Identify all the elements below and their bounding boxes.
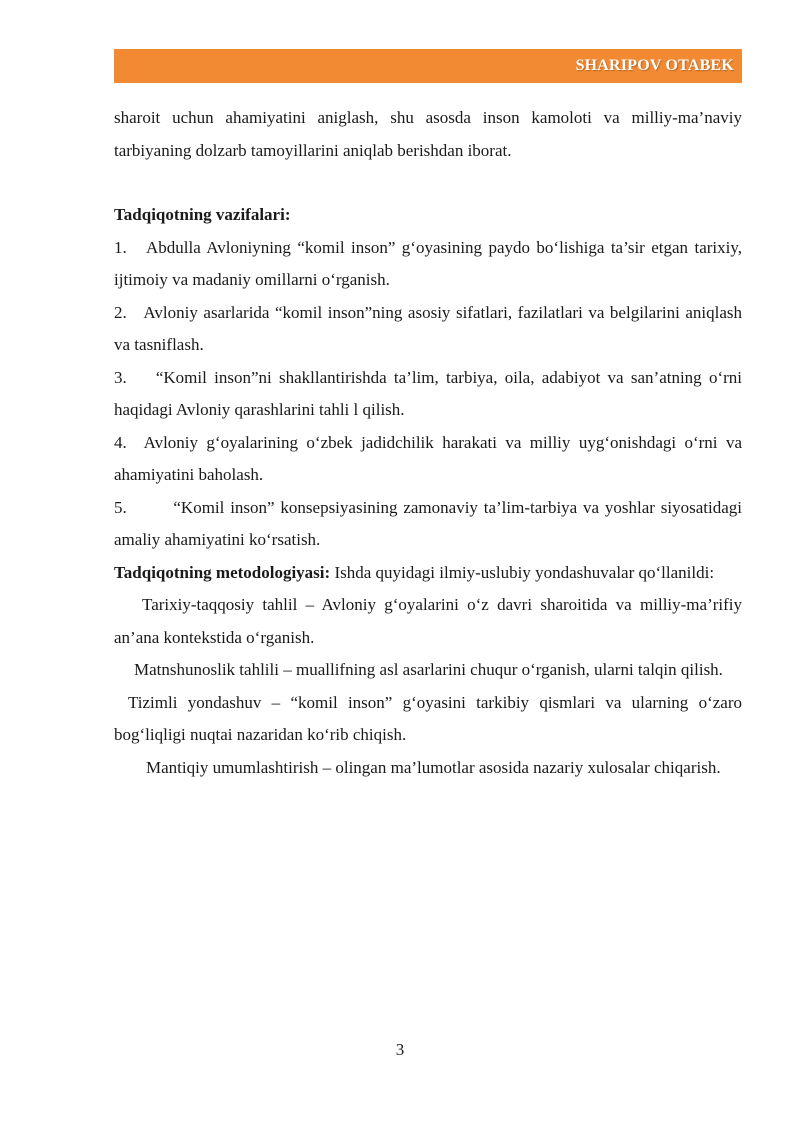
methodology-heading: Tadqiqotning metodologiyasi: [114, 562, 331, 582]
task-item-1 [114, 232, 742, 297]
method-item-2: Matnshunoslik tahlili – muallifning asl asarlarini chuqur o‘rganish, ularni talqin qilish. [134, 660, 723, 679]
task-text: “Komil inson”ni shakllantirishda ta’lim, tarbiya, oila, adabiyot va san’atning o‘rni haqidagi Avloniy qarashlarini tahli l qilish. [114, 367, 743, 419]
task-item-4 [114, 427, 742, 492]
header-bar [114, 49, 742, 83]
method-item-1: Tarixiy-taqqosiy tahlil – Avloniy g‘oyalarini o‘z davri sharoitida va milliy-ma’rifiy an’ana kontekstida o‘rganish. [114, 595, 742, 647]
task-number: 1. [114, 237, 127, 257]
task-item-2 [114, 297, 742, 362]
task-number: 4. [114, 432, 127, 452]
paragraph-gap [114, 167, 742, 199]
intro-paragraph: sharoit uchun ahamiyatini aniglash, shu asosda inson kamoloti va milliy-ma’naviy tarbiyaning dolzarb tamoyillarini aniqlab berishdan iborat. [114, 108, 742, 160]
method-item-4: Mantiqiy umumlashtirish – olingan ma’lumotlar asosida nazariy xulosalar chiqarish. [146, 757, 721, 777]
task-text: Abdulla Avloniyning “komil inson” g‘oyasining paydo bo‘lishiga ta’sir etgan tarixiy, ijtimoiy va madaniy omillarni o‘rganish. [114, 237, 742, 289]
task-item-3 [114, 362, 742, 427]
task-number: 2. [114, 302, 127, 322]
tasks-heading: Tadqiqotning vazifalari: [114, 205, 291, 224]
methodology-paragraph [114, 557, 742, 590]
task-number: 3. [114, 367, 127, 387]
method-item-3: Tizimli yondashuv – “komil inson” g‘oyasini tarkibiy qismlari va ularning o‘zaro bog‘liqligi nuqtai nazaridan ko‘rib chiqish. [114, 692, 742, 744]
task-item-5 [114, 492, 742, 557]
task-number: 5. [114, 497, 127, 517]
page-number: 3 [395, 1040, 405, 1059]
task-text: “Komil inson” konsepsiyasining zamonaviy ta’lim-tarbiya va yoshlar siyosatidagi amaliy ahamiyatini ko‘rsatish. [114, 497, 742, 549]
task-text: Avloniy g‘oyalarining o‘zbek jadidchilik harakati va milliy uyg‘onishdagi o‘rni va ahamiyatini baholash. [114, 432, 742, 484]
methodology-intro: Ishda quyidagi ilmiy-uslubiy yondashuvalar qo‘llanildi: [330, 562, 715, 582]
task-text: Avloniy asarlarida “komil inson”ning asosiy sifatlari, fazilatlari va belgilarini aniqlash va tasniflash. [114, 302, 742, 354]
document-body [114, 102, 742, 784]
header-author-name: SHARIPOV OTABEK [575, 57, 734, 74]
